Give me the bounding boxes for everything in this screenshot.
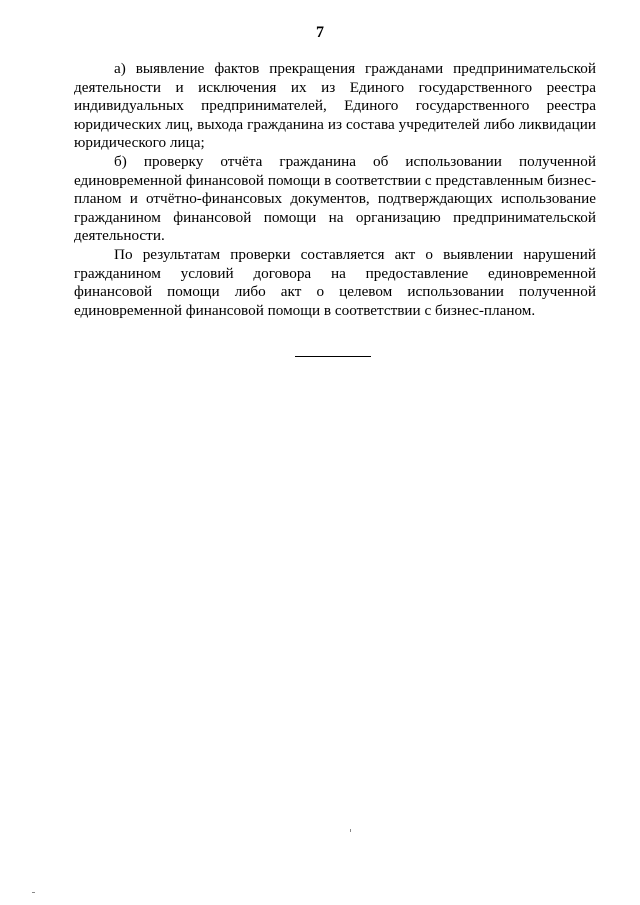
end-separator-line [295,356,371,357]
paragraph-conclusion: По результатам проверки составляется акт о выявлении нарушений гражданином условий договора на предоставление единовременной финансовой помощи либо акт о целевом использовании полученной единовременной финансовой помощи в соответствии с бизнес-планом. [74,245,596,319]
scan-artifact [350,829,351,832]
paragraph-a: а) выявление фактов прекращения гражданами предпринимательской деятельности и исключения их из Единого государственного реестра индивидуальных предпринимателей, Единого государственного реестра юридических лиц, выхода гражданина из состава учредителей либо ликвидации юридического лица; [74,60,596,152]
page-number: 7 [316,24,324,41]
document-body [74,60,596,320]
paragraph-b: б) проверку отчёта гражданина об использовании полученной единовременной финансовой помощи в соответствии с представленным бизнес-планом и отчётно-финансовых документов, подтверждающих использование гражданином финансовой помощи на организацию предпринимательской деятельности. [74,152,596,245]
scan-artifact [32,892,35,893]
